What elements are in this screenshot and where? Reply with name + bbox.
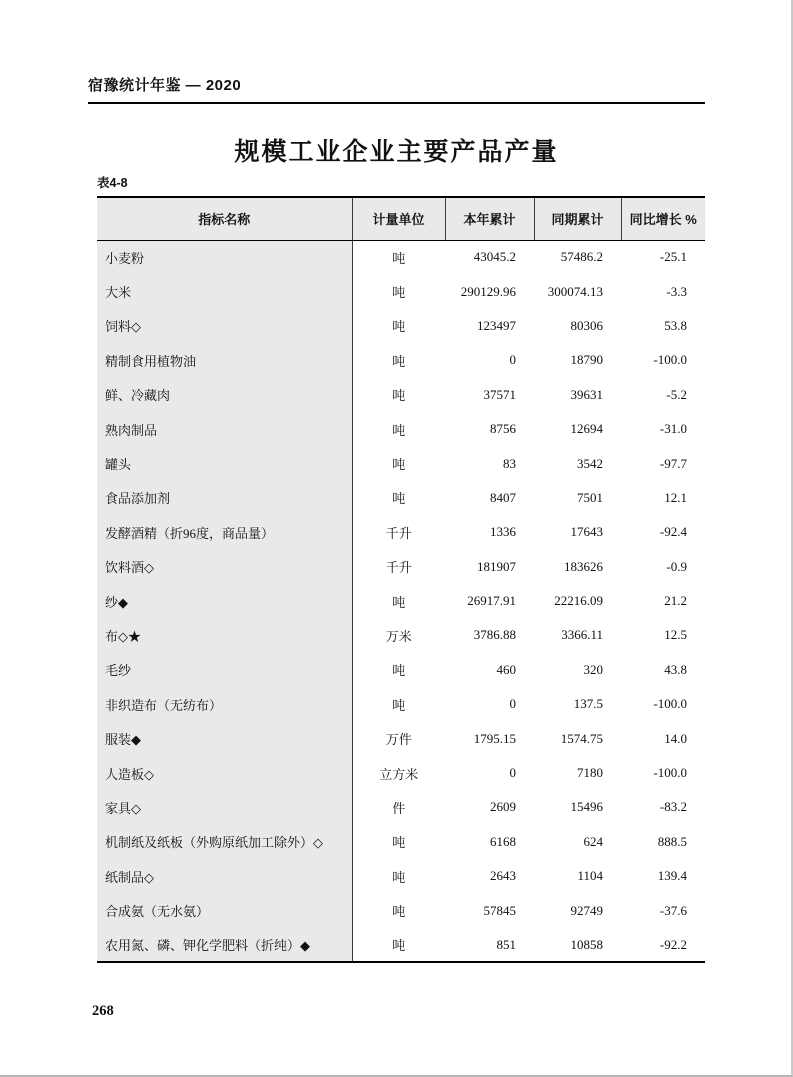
header-row (97, 197, 705, 240)
column-header: 指标名称 (97, 197, 352, 240)
cell-indicator-name: 小麦粉 (97, 240, 352, 274)
cell-yoy-growth: 888.5 (657, 833, 687, 849)
column-header: 计量单位 (352, 197, 445, 240)
cell-current-total: 123497 (477, 317, 516, 333)
table-label: 表4-8 (97, 176, 128, 190)
cell-prior-total: 3542 (577, 455, 603, 471)
products-table (97, 196, 705, 963)
table-row (97, 893, 705, 927)
table-row (97, 550, 705, 584)
page-number: 268 (92, 1003, 114, 1019)
cell-indicator-name: 熟肉制品 (97, 412, 352, 446)
cell-current-total: 851 (496, 936, 516, 952)
cell-prior-total: 624 (583, 833, 603, 849)
table-row (97, 446, 705, 480)
page-title: 规模工业企业主要产品产量 (234, 138, 559, 166)
cell-indicator-name: 纱◆ (97, 584, 352, 618)
cell-prior-total: 1104 (577, 868, 603, 884)
cell-current-total: 3786.88 (473, 627, 516, 643)
table-row (97, 343, 705, 377)
cell-yoy-growth: -100.0 (653, 352, 687, 368)
cell-prior-total: 80306 (570, 317, 603, 333)
cell-unit: 吨 (392, 319, 406, 335)
table-row (97, 412, 705, 446)
cell-indicator-name: 人造板◇ (97, 756, 352, 790)
cell-indicator-name: 毛纱 (97, 653, 352, 687)
cell-yoy-growth: 21.2 (664, 593, 687, 609)
cell-current-total: 26917.91 (467, 593, 516, 609)
cell-prior-total: 10858 (570, 936, 603, 952)
cell-prior-total: 183626 (564, 558, 603, 574)
cell-indicator-name: 饮料酒◇ (97, 550, 352, 584)
cell-current-total: 1336 (490, 524, 516, 540)
cell-yoy-growth: -5.2 (666, 386, 687, 402)
cell-yoy-growth: -97.7 (659, 455, 687, 471)
cell-indicator-name: 布◇★ (97, 618, 352, 652)
cell-indicator-name: 罐头 (97, 446, 352, 480)
table-row (97, 515, 705, 549)
cell-yoy-growth: 53.8 (664, 317, 687, 333)
cell-yoy-growth: -100.0 (653, 696, 687, 712)
table-row (97, 790, 705, 824)
cell-indicator-name: 农用氮、磷、钾化学肥料（折纯）◆ (97, 928, 352, 962)
column-header: 同期累计 (534, 197, 621, 240)
running-head: 宿豫统计年鉴 — 2020 (88, 74, 705, 104)
cell-yoy-growth: 12.1 (664, 489, 687, 505)
cell-current-total: 0 (509, 696, 516, 712)
table-row (97, 928, 705, 962)
cell-unit: 吨 (392, 869, 406, 885)
cell-yoy-growth: 139.4 (657, 868, 687, 884)
cell-unit: 千升 (385, 560, 412, 576)
cell-indicator-name: 精制食用植物油 (97, 343, 352, 377)
cell-prior-total: 7501 (577, 489, 603, 505)
cell-prior-total: 57486.2 (560, 249, 603, 265)
table-row (97, 687, 705, 721)
cell-unit: 吨 (392, 594, 406, 610)
cell-indicator-name: 纸制品◇ (97, 859, 352, 893)
cell-current-total: 37571 (483, 386, 516, 402)
cell-yoy-growth: 12.5 (664, 627, 687, 643)
cell-prior-total: 300074.13 (547, 283, 603, 299)
cell-unit: 吨 (392, 457, 406, 473)
cell-yoy-growth: -0.9 (666, 558, 687, 574)
cell-unit: 万米 (385, 628, 412, 644)
cell-unit: 吨 (392, 491, 406, 507)
cell-prior-total: 39631 (570, 386, 603, 402)
cell-unit: 吨 (392, 250, 406, 266)
cell-prior-total: 1574.75 (560, 730, 603, 746)
cell-unit: 吨 (392, 353, 406, 369)
cell-prior-total: 12694 (570, 421, 603, 437)
cell-yoy-growth: -31.0 (659, 421, 687, 437)
cell-unit: 千升 (385, 525, 412, 541)
cell-unit: 吨 (392, 388, 406, 404)
cell-indicator-name: 机制纸及纸板（外购原纸加工除外）◇ (97, 825, 352, 859)
table-row (97, 756, 705, 790)
cell-unit: 吨 (392, 422, 406, 438)
cell-yoy-growth: -92.2 (659, 936, 687, 952)
cell-unit: 吨 (392, 697, 406, 713)
cell-current-total: 43045.2 (473, 249, 516, 265)
cell-unit: 件 (392, 800, 406, 816)
table-row (97, 584, 705, 618)
cell-indicator-name: 饲料◇ (97, 309, 352, 343)
cell-unit: 立方米 (379, 766, 419, 782)
cell-unit: 吨 (392, 285, 406, 301)
cell-yoy-growth: -37.6 (659, 902, 687, 918)
table-header (97, 197, 705, 240)
cell-prior-total: 15496 (570, 799, 603, 815)
cell-unit: 吨 (392, 904, 406, 920)
cell-prior-total: 18790 (570, 352, 603, 368)
cell-prior-total: 17643 (570, 524, 603, 540)
cell-current-total: 181907 (477, 558, 516, 574)
table-row (97, 240, 705, 274)
table-row (97, 274, 705, 308)
cell-current-total: 1795.15 (473, 730, 516, 746)
cell-current-total: 57845 (483, 902, 516, 918)
cell-current-total: 290129.96 (460, 283, 516, 299)
column-header: 本年累计 (445, 197, 534, 240)
cell-prior-total: 3366.11 (561, 627, 603, 643)
table-row (97, 721, 705, 755)
cell-unit: 吨 (392, 663, 406, 679)
cell-prior-total: 7180 (577, 765, 603, 781)
cell-prior-total: 137.5 (573, 696, 603, 712)
cell-unit: 万件 (385, 732, 412, 748)
column-header: 同比增长 % (621, 197, 705, 240)
cell-indicator-name: 发酵酒精（折96度，商品量） (97, 515, 352, 549)
table-body (97, 240, 705, 962)
table-row (97, 378, 705, 412)
cell-yoy-growth: 14.0 (664, 730, 687, 746)
cell-indicator-name: 家具◇ (97, 790, 352, 824)
table-row (97, 653, 705, 687)
cell-indicator-name: 鲜、冷藏肉 (97, 378, 352, 412)
cell-indicator-name: 大米 (97, 274, 352, 308)
table-row (97, 618, 705, 652)
cell-yoy-growth: 43.8 (664, 661, 687, 677)
cell-yoy-growth: -3.3 (666, 283, 687, 299)
cell-current-total: 2643 (490, 868, 516, 884)
cell-indicator-name: 服装◆ (97, 721, 352, 755)
cell-indicator-name: 食品添加剂 (97, 481, 352, 515)
cell-yoy-growth: -92.4 (659, 524, 687, 540)
cell-unit: 吨 (392, 938, 406, 953)
cell-indicator-name: 合成氨（无水氨） (97, 893, 352, 927)
cell-current-total: 460 (496, 661, 516, 677)
cell-yoy-growth: -25.1 (659, 249, 687, 265)
table-row (97, 481, 705, 515)
cell-current-total: 0 (509, 352, 516, 368)
cell-indicator-name: 非织造布（无纺布） (97, 687, 352, 721)
cell-current-total: 6168 (490, 833, 516, 849)
cell-yoy-growth: -83.2 (659, 799, 687, 815)
cell-yoy-growth: -100.0 (653, 765, 687, 781)
cell-current-total: 8407 (490, 489, 516, 505)
cell-current-total: 8756 (490, 421, 516, 437)
cell-prior-total: 92749 (570, 902, 603, 918)
cell-current-total: 83 (503, 455, 516, 471)
cell-current-total: 0 (509, 765, 516, 781)
cell-unit: 吨 (392, 835, 406, 851)
cell-prior-total: 320 (583, 661, 603, 677)
cell-current-total: 2609 (490, 799, 516, 815)
table-row (97, 309, 705, 343)
table-row (97, 859, 705, 893)
table-row (97, 825, 705, 859)
cell-prior-total: 22216.09 (554, 593, 603, 609)
